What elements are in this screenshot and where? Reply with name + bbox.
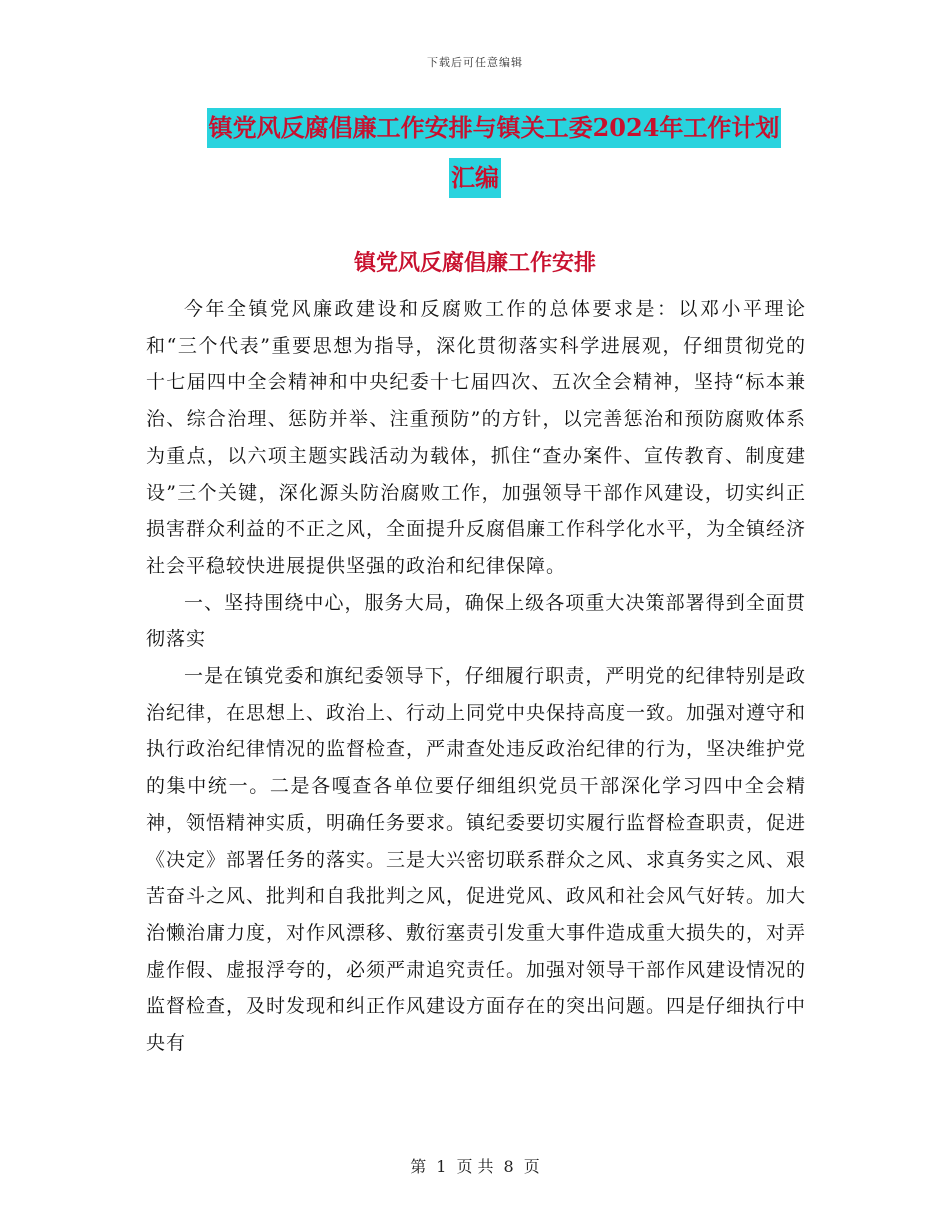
section-heading: 镇党风反腐倡廉工作安排	[353, 250, 596, 276]
footer-total-pages: 8	[503, 1157, 514, 1176]
document-title-line-1: 镇党风反腐倡廉工作安排与镇关工委2024年工作计划	[207, 108, 782, 148]
footer-suffix: 页	[523, 1157, 540, 1176]
paragraph-heading-one: 一、坚持围绕中心，服务大局，确保上级各项重大决策部署得到全面贯彻落实	[146, 591, 806, 651]
document-title	[0, 108, 950, 198]
page-header-note: 下载后可任意编辑	[427, 56, 523, 69]
page-footer	[0, 1154, 950, 1177]
document-title-line-2: 汇编	[449, 158, 501, 198]
body-text	[146, 291, 806, 1062]
footer-prefix: 第	[410, 1157, 427, 1176]
footer-current-page: 1	[436, 1157, 447, 1176]
paragraph-detail: 一是在镇党委和旗纪委领导下，仔细履行职责，严明党的纪律特别是政治纪律，在思想上、政治上、行动上同党中央保持高度一致。加强对遵守和执行政治纪律情况的监督检查，严肃查处违反政治纪律的行为，坚决维护党的集中统一。二是各嘎查各单位要仔细组织党员干部深化学习四中全会精神，领悟精神实质，明确任务要求。镇纪委要切实履行监督检查职责，促进《决定》部署任务的落实。三是大兴密切联系群众之风、求真务实之风、艰苦奋斗之风、批判和自我批判之风，促进党风、政风和社会风气好转。加大治懒治庸力度，对作风漂移、敷衍塞责引发重大事件造成重大损失的，对弄虚作假、虚报浮夸的，必须严肃追究责任。加强对领导干部作风建设情况的监督检查，及时发现和纠正作风建设方面存在的突出问题。四是仔细执行中央有	[146, 665, 807, 1055]
footer-middle: 页 共	[456, 1157, 494, 1176]
paragraph-intro: 今年全镇党风廉政建设和反腐败工作的总体要求是：以邓小平理论和“三个代表”重要思想为指导，深化贯彻落实科学进展观，仔细贯彻党的十七届四中全会精神和中央纪委十七届四次、五次全会精神，坚持“标本兼治、综合治理、惩防并举、注重预防”的方针，以完善惩治和预防腐败体系为重点，以六项主题实践活动为载体，抓住“查办案件、宣传教育、制度建设”三个关键，深化源头防治腐败工作，加强领导干部作风建设，切实纠正损害群众利益的不正之风，全面提升反腐倡廉工作科学化水平，为全镇经济社会平稳较快进展提供坚强的政治和纪律保障。	[146, 298, 807, 577]
